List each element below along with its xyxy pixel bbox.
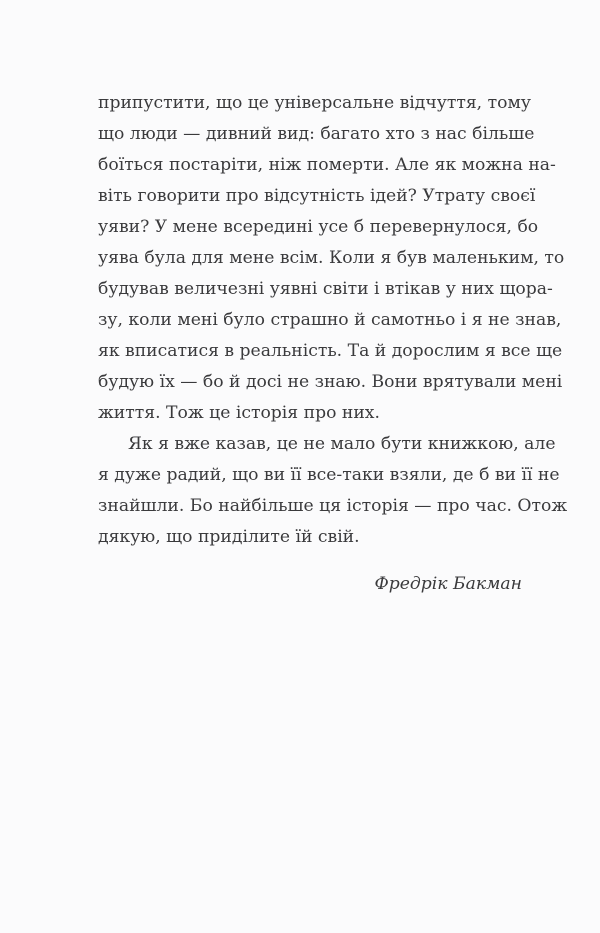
text-line: що люди — дивний вид: багато хто з нас більше xyxy=(98,124,535,144)
text-line: як вписатися в реальність. Та й дорослим я все ще xyxy=(98,341,563,361)
text-line: зу, коли мені було страшно й самотньо і я не знав, xyxy=(98,310,562,330)
text-line: Як я вже казав, це не мало бути книжкою, але xyxy=(128,434,556,454)
text-line: будую їх — бо й досі не знаю. Вони врятували мені xyxy=(98,372,563,392)
text-line: життя. Тож це історія про них. xyxy=(98,403,380,423)
text-line: будував величезні уявні світи і втікав у них щора- xyxy=(98,279,553,299)
text-line: знайшли. Бо найбільше ця історія — про час. Отож xyxy=(98,496,568,516)
text-line: віть говорити про відсутність ідей? Утрату своєї xyxy=(98,186,536,206)
author-signature: Фредрік Бакман xyxy=(374,574,522,594)
text-line: припустити, що це універсальне відчуття, тому xyxy=(98,93,531,113)
paragraph-1 xyxy=(98,88,565,429)
text-line: уяви? У мене всередині усе б перевернулося, бо xyxy=(98,217,539,237)
paragraph-2 xyxy=(98,429,568,553)
body-text xyxy=(98,88,568,553)
text-line: дякую, що приділите їй свій. xyxy=(98,527,360,547)
text-line: боїться постаріти, ніж померти. Але як можна на- xyxy=(98,155,556,175)
text-line: я дуже радий, що ви її все-таки взяли, де б ви її не xyxy=(98,465,560,485)
text-line: уява була для мене всім. Коли я був маленьким, то xyxy=(98,248,565,268)
